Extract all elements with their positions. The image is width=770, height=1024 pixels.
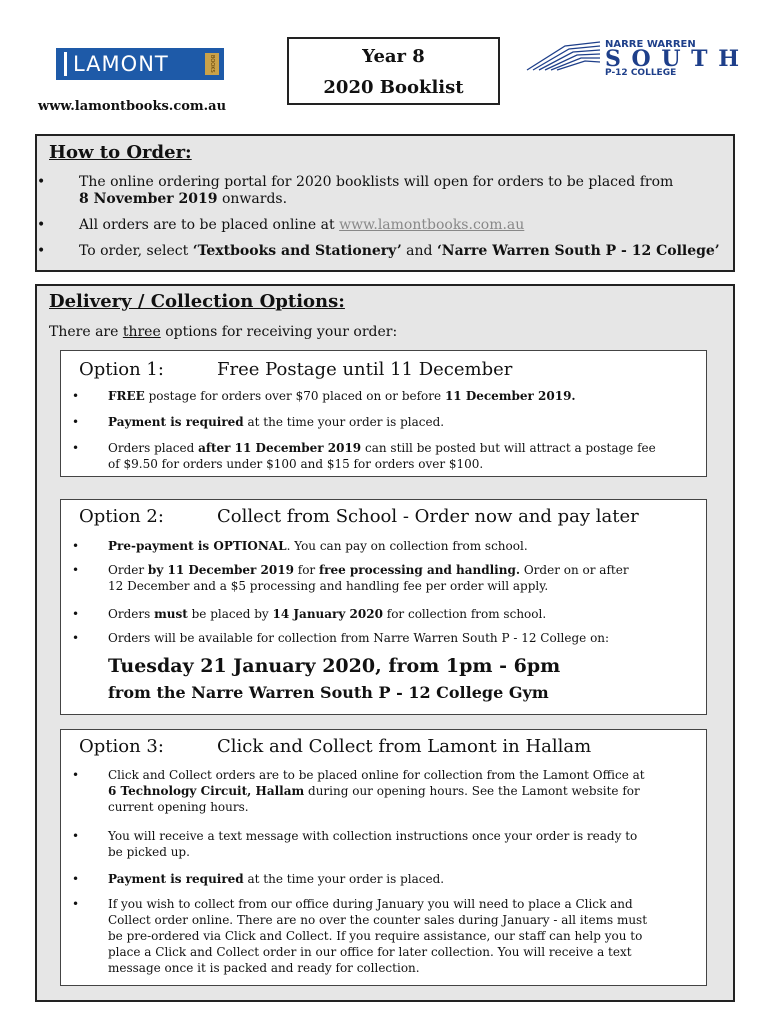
list-item bbox=[37, 243, 739, 260]
text: All orders are to be placed online at bbox=[79, 217, 340, 233]
text: postage for orders over $70 placed on or before bbox=[144, 389, 445, 403]
lamont-logo-text: LAMONT bbox=[73, 52, 169, 76]
bold-text: by 11 December 2019 bbox=[147, 563, 294, 577]
school-logo bbox=[525, 37, 743, 77]
bold-text: FREE bbox=[108, 389, 145, 403]
lamont-logo-tag: BOOKS bbox=[205, 53, 219, 75]
list-item bbox=[72, 562, 698, 594]
text: onwards. bbox=[217, 191, 288, 207]
bullet: • bbox=[72, 897, 80, 911]
bullet: • bbox=[72, 539, 80, 553]
text: 12 December and a $5 processing and handling fee per order will apply. bbox=[108, 579, 549, 593]
title-year: Year 8 bbox=[362, 46, 425, 67]
text: of $9.50 for orders under $100 and $15 for orders over $100. bbox=[108, 457, 484, 471]
bullet: • bbox=[72, 768, 80, 782]
bold-text: 14 January 2020 bbox=[272, 607, 383, 621]
bullet: • bbox=[72, 607, 80, 621]
text: be picked up. bbox=[108, 845, 190, 859]
option-2-title: Collect from School - Order now and pay later bbox=[217, 506, 639, 527]
list-item bbox=[37, 174, 729, 208]
logo-bar bbox=[64, 52, 67, 76]
lamont-logo bbox=[56, 48, 224, 80]
option-2-box bbox=[60, 499, 707, 715]
bold-text: 6 Technology Circuit, Hallam bbox=[108, 784, 305, 798]
delivery-intro bbox=[49, 324, 397, 340]
bold-text: Payment is required bbox=[108, 415, 244, 429]
school-logo-line1: NARRE WARREN bbox=[605, 39, 696, 50]
website-url: www.lamontbooks.com.au bbox=[38, 99, 227, 114]
list-item bbox=[72, 606, 698, 622]
text: Orders will be available for collection from Narre Warren South P - 12 College on: bbox=[108, 631, 610, 645]
text: current opening hours. bbox=[108, 800, 249, 814]
bullet: • bbox=[72, 872, 80, 886]
bullet: • bbox=[72, 415, 80, 429]
how-to-order-panel bbox=[35, 134, 735, 272]
how-to-order-title: How to Order: bbox=[49, 142, 192, 163]
underlined-text: three bbox=[122, 324, 161, 340]
text: during our opening hours. See the Lamont website for bbox=[304, 784, 640, 798]
bold-text: 8 November 2019 bbox=[79, 191, 218, 207]
title-booklist: 2020 Booklist bbox=[323, 77, 464, 98]
text: for bbox=[293, 563, 319, 577]
collection-date: Tuesday 21 January 2020, from 1pm - 6pm bbox=[108, 655, 561, 677]
bold-text: Payment is required bbox=[108, 872, 244, 886]
option-1-number: Option 1: bbox=[79, 359, 164, 380]
bold-text: ‘Textbooks and Stationery’ bbox=[192, 243, 402, 259]
list-item bbox=[72, 896, 703, 976]
text: The online ordering portal for 2020 booklists will open for orders to be placed from bbox=[79, 174, 674, 190]
list-item bbox=[72, 388, 698, 404]
text: Order on or after bbox=[520, 563, 629, 577]
bold-text: 11 December 2019. bbox=[444, 389, 576, 403]
text: for collection from school. bbox=[382, 607, 547, 621]
delivery-title: Delivery / Collection Options: bbox=[49, 291, 345, 312]
option-3-title: Click and Collect from Lamont in Hallam bbox=[217, 736, 592, 757]
title-box bbox=[287, 37, 500, 105]
school-logo-line3: P-12 COLLEGE bbox=[605, 68, 677, 77]
delivery-panel bbox=[35, 284, 735, 1002]
list-item bbox=[37, 217, 729, 234]
bullet: • bbox=[72, 563, 80, 577]
option-3-number: Option 3: bbox=[79, 736, 164, 757]
bold-text: must bbox=[154, 607, 188, 621]
bullet: • bbox=[72, 829, 80, 843]
option-1-title: Free Postage until 11 December bbox=[217, 359, 513, 380]
list-item bbox=[72, 828, 703, 860]
option-2-number: Option 2: bbox=[79, 506, 164, 527]
text: To order, select bbox=[79, 243, 193, 259]
bullet: • bbox=[37, 243, 46, 259]
bold-text: ‘Narre Warren South P - 12 College’ bbox=[436, 243, 720, 259]
list-item bbox=[72, 767, 703, 815]
text: There are bbox=[49, 324, 123, 340]
text: be pre-ordered via Click and Collect. If you require assistance, our staff can help you to bbox=[108, 929, 643, 943]
bullet: • bbox=[72, 631, 80, 645]
bullet: • bbox=[72, 441, 80, 455]
text: If you wish to collect from our office during January you will need to place a Click and bbox=[108, 897, 633, 911]
bold-text: after 11 December 2019 bbox=[198, 441, 362, 455]
text: and bbox=[401, 243, 437, 259]
text: message once it is packed and ready for collection. bbox=[108, 961, 420, 975]
list-item bbox=[72, 630, 698, 646]
list-item bbox=[72, 871, 703, 887]
text: Collect order online. There are no over the counter sales during January - all items must bbox=[108, 913, 648, 927]
list-item bbox=[72, 440, 698, 472]
option-1-box bbox=[60, 350, 707, 477]
text: options for receiving your order: bbox=[160, 324, 398, 340]
text: . You can pay on collection from school. bbox=[286, 539, 528, 553]
collection-location: from the Narre Warren South P - 12 College Gym bbox=[108, 683, 549, 702]
bullet: • bbox=[37, 174, 46, 190]
text: place a Click and Collect order in our office for later collection. You will receive a text bbox=[108, 945, 632, 959]
text: be placed by bbox=[187, 607, 273, 621]
text: Click and Collect orders are to be placed online for collection from the Lamont Office at bbox=[108, 768, 645, 782]
text: Orders bbox=[108, 607, 155, 621]
bold-text: free processing and handling. bbox=[318, 563, 521, 577]
bullet: • bbox=[37, 217, 46, 233]
text: Orders placed bbox=[108, 441, 199, 455]
text: You will receive a text message with collection instructions once your order is ready to bbox=[108, 829, 638, 843]
text: Order bbox=[108, 563, 148, 577]
list-item bbox=[72, 538, 698, 554]
list-item bbox=[72, 414, 698, 430]
text: at the time your order is placed. bbox=[243, 415, 445, 429]
school-logo-line2: SOUTH bbox=[605, 46, 739, 72]
lamont-website-link[interactable]: www.lamontbooks.com.au bbox=[339, 217, 525, 233]
text: can still be posted but will attract a postage fee bbox=[361, 441, 656, 455]
text: at the time your order is placed. bbox=[243, 872, 445, 886]
bullet: • bbox=[72, 389, 80, 403]
option-3-box bbox=[60, 729, 707, 986]
bold-text: Pre-payment is OPTIONAL bbox=[108, 539, 287, 553]
